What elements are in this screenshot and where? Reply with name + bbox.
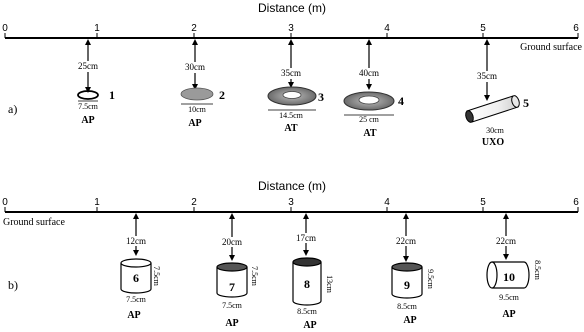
- axis-title-a: Distance (m): [257, 1, 327, 15]
- tick-label: 5: [480, 23, 486, 34]
- object-type: AP: [502, 309, 516, 320]
- height-label: 9.5cm: [426, 269, 435, 289]
- tick-label: 0: [2, 23, 8, 34]
- disc-shape: [181, 88, 213, 100]
- tick-label: 2: [191, 23, 197, 34]
- object-4-torus: [344, 42, 404, 139]
- object-7-cylinder: [217, 216, 259, 329]
- panel-label-a: a): [8, 102, 18, 116]
- depth-label: 22cm: [496, 236, 516, 246]
- tick-label: 4: [384, 23, 390, 34]
- depth-label: 12cm: [126, 236, 146, 246]
- panel-label-b: b): [8, 278, 18, 292]
- width-label: 7.5cm: [126, 295, 146, 304]
- axis-title-b: Distance (m): [257, 179, 327, 193]
- height-label: 7.5cm: [250, 266, 259, 286]
- height-label: 8.5cm: [533, 260, 542, 280]
- ticks-a: [2, 23, 579, 38]
- object-type: AP: [303, 320, 317, 331]
- object-2-disc: [181, 42, 225, 129]
- object-3-torus: [268, 42, 324, 134]
- object-type: AT: [363, 128, 377, 139]
- object-number: 3: [318, 90, 324, 104]
- object-type: AP: [225, 318, 239, 329]
- uxo-cylinder-shape: [464, 95, 520, 124]
- width-label: 9.5cm: [499, 293, 519, 302]
- depth-label: 20cm: [222, 237, 242, 247]
- tick-label: 2: [191, 197, 197, 208]
- object-1-ring: [77, 42, 115, 126]
- object-type: AP: [127, 310, 141, 321]
- tick-label: 1: [94, 23, 100, 34]
- depth-label: 22cm: [396, 236, 416, 246]
- depth-label: 17cm: [296, 233, 316, 243]
- object-number: 7: [229, 280, 235, 294]
- object-9-cylinder: [392, 216, 435, 326]
- tick-label: 3: [288, 197, 294, 208]
- depth-label: 40cm: [359, 68, 379, 78]
- tick-label: 5: [480, 197, 486, 208]
- width-label: 8.5cm: [297, 307, 317, 316]
- width-label: 8.5cm: [397, 302, 417, 311]
- object-5-uxo: [464, 42, 529, 148]
- object-number: 8: [304, 277, 310, 291]
- tick-label: 3: [288, 23, 294, 34]
- object-number: 5: [523, 96, 529, 110]
- object-number: 2: [219, 88, 225, 102]
- depth-label: 30cm: [185, 62, 205, 72]
- ground-surface-label-b: Ground surface: [3, 217, 65, 228]
- tick-label: 0: [2, 197, 8, 208]
- object-number: 4: [398, 94, 404, 108]
- tick-label: 6: [573, 23, 579, 34]
- object-8-cylinder: [293, 216, 334, 331]
- depth-label: 25cm: [78, 61, 98, 71]
- object-type: AT: [284, 123, 298, 134]
- height-label: 7.5cm: [152, 266, 161, 286]
- tick-label: 4: [384, 197, 390, 208]
- object-10-cylinder: [487, 216, 542, 320]
- ring-shape: [78, 91, 98, 99]
- object-type: UXO: [481, 137, 505, 148]
- height-label: 13cm: [325, 275, 334, 293]
- object-number: 6: [133, 271, 139, 285]
- depth-label: 35cm: [281, 68, 301, 78]
- ground-surface-label-a: Ground surface: [520, 42, 582, 53]
- size-label: 7.5cm: [78, 102, 98, 111]
- object-type: AP: [403, 315, 417, 326]
- ticks-b: [2, 197, 579, 212]
- tick-label: 6: [573, 197, 579, 208]
- size-label: 30cm: [486, 126, 504, 135]
- object-type: AP: [188, 118, 202, 129]
- width-label: 7.5cm: [222, 301, 242, 310]
- size-label: 25 cm: [359, 115, 379, 124]
- size-label: 10cm: [188, 105, 206, 114]
- panel-a: [2, 1, 582, 148]
- depth-label: 35cm: [477, 71, 497, 81]
- size-label: 14.5cm: [279, 111, 303, 120]
- panel-b: [2, 179, 579, 331]
- object-number: 1: [109, 88, 115, 102]
- object-6-cylinder: [121, 216, 161, 321]
- object-number: 9: [404, 278, 410, 292]
- object-number: 10: [503, 270, 515, 284]
- tick-label: 1: [94, 197, 100, 208]
- object-type: AP: [81, 115, 95, 126]
